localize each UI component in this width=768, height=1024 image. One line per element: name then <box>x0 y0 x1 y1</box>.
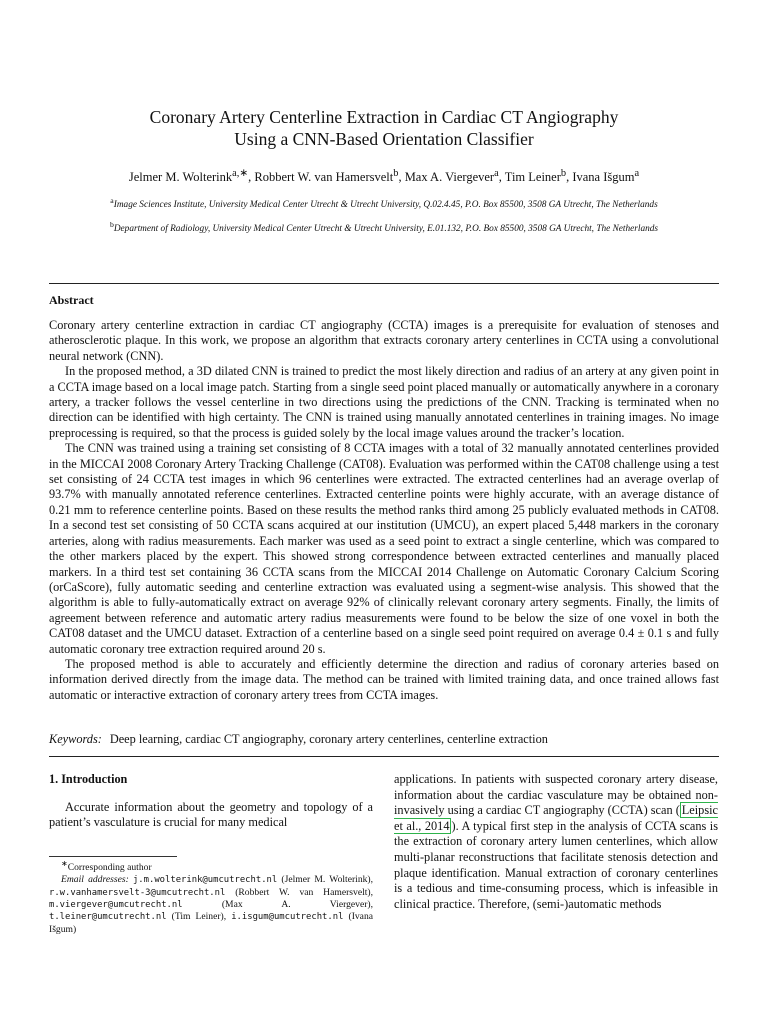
abstract-paragraph: The CNN was trained using a training set consisting of 8 CCTA images with a total of 32 manually annotated centerlines provided in the MICCAI 2008 Coronary Artery Tracking Challenge (CAT08). Evaluation was performed within the CAT08 challenge using a test set consisting of 24 CCTA test images in which 96 centerlines were extracted. The extracted centerlines had an average overlap of 93.7% with manually annotated reference centerlines. Extracted centerline points were highly accurate, with an average distance of 0.21 mm to reference centerline points. Based on these results the method ranks third among 25 publicly evaluated methods in CAT08. In a second test set consisting of 50 CCTA scans acquired at our institution (UMCU), an expert placed 5,448 markers in the coronary arteries, along with radius measurements. Each marker was used as a seed point to extract a single centerline, which was compared to the other markers placed by the expert. This showed strong correspondence between extracted centerlines and manually placed markers. In a third test set containing 36 CCTA scans from the MICCAI 2014 Challenge on Automatic Coronary Calcium Scoring (orCaScore), fully automatic seeding and centerline extraction was evaluated using a segment-wise analysis. This showed that the algorithm is able to fully-automatically extract on average 92% of clinically relevant coronary artery segments. Finally, the limits of agreement between reference and automatic artery radius measurements were found to be below the size of one voxel in both the CAT08 dataset and the UMCU dataset. Extraction of a centerline based on a single seed point required on average 0.4 ± 0.1 s and fully automatic coronary tree extraction required around 20 s. <box>49 441 719 656</box>
keywords-text: Deep learning, cardiac CT angiography, coronary artery centerlines, centerline extraction <box>109 732 548 746</box>
paper-title <box>60 106 708 150</box>
abstract-paragraph: Coronary artery centerline extraction in cardiac CT angiography (CCTA) images is a prerequisite for evaluation of stenoses and atherosclerotic plaque. In this work, we propose an algorithm that extracts coronary artery centerlines in CCTA using a convolutional neural network (CNN). <box>49 318 719 363</box>
footnote-corresponding: ∗Corresponding author <box>61 859 152 874</box>
footnote-emails: Email addresses: j.m.wolterink@umcutrecht.nl (Jelmer M. Wolterink), r.w.vanhamersvelt-3@umcutrecht.nl (Robbert W. van Hamersvelt), m.viergever@umcutrecht.nl (Max A. Viergever), t.leiner@umcutrecht.nl (Tim Leiner), i.isgum@umcutrecht.nl (Ivana Išgum) <box>49 874 374 935</box>
email-link[interactable]: r.w.vanhamersvelt-3@umcutrecht.nl <box>49 887 226 898</box>
author: Tim Leiner$^b$, <box>504 168 573 185</box>
author: Ivana Išgum$^a$ <box>572 168 640 185</box>
affiliation-a: $^a$Image Sciences Institute, University Medical Center Utrecht & Utrecht University, Q.02.4.45, P.O. Box 85500, 3508 GA Utrecht, The Netherlands <box>110 196 658 211</box>
author: Jelmer M. Wolterink$^{a,∗}$, <box>128 168 255 185</box>
email-link[interactable]: j.m.wolterink@umcutrecht.nl <box>132 875 278 886</box>
keywords-label: Keywords: <box>49 732 102 746</box>
author-list <box>40 167 728 185</box>
citation-link[interactable]: Leipsic et al., 2014 <box>394 803 718 833</box>
footnotes <box>49 858 373 936</box>
affiliation-b: $^b$Department of Radiology, University Medical Center Utrecht & Utrecht University, E.01.132, P.O. Box 85500, 3508 GA Utrecht, The Netherlands <box>109 220 659 235</box>
abstract-bottom-rule <box>49 756 719 757</box>
email-link[interactable]: i.isgum@umcutrecht.nl <box>231 912 344 923</box>
keywords <box>49 732 719 747</box>
abstract-body <box>49 318 719 703</box>
intro-paragraph: Accurate information about the geometry and topology of a patient’s vasculature is crucial for many medical <box>49 799 373 830</box>
abstract-top-rule <box>49 283 719 284</box>
abstract-paragraph: In the proposed method, a 3D dilated CNN is trained to predict the most likely direction and radius of an artery at any given point in a CCTA image based on a local image patch. Starting from a single seed point placed manually or automatically anywhere in a coronary artery, a tracker follows the vessel centerline in two directions using the predictions of the CNN. Tracking is terminated when no direction can be identified with high certainty. The CNN is trained using manually annotated centerlines in training images. No image preprocessing is required, so that the process is guided solely by the local image values around the tracker’s location. <box>49 364 719 440</box>
title-line-1: Coronary Artery Centerline Extraction in Cardiac CT Angiography <box>149 107 619 127</box>
email-link[interactable]: m.viergever@umcutrecht.nl <box>49 900 183 911</box>
title-line-2: Using a CNN-Based Orientation Classifier <box>234 129 534 149</box>
abstract-heading: Abstract <box>49 293 94 307</box>
section-title-introduction: 1. Introduction <box>49 772 128 786</box>
footnote-rule <box>49 856 177 857</box>
intro-paragraph-continued: applications. In patients with suspected coronary artery disease, information about the cardiac vasculature may be obtained non-invasively using a cardiac CT angiography (CCTA) scan ( Leipsic et al., 2014 ). A typical first step in the analysis of CCTA scans is the extraction of coronary artery lumen centerlines, which allow multi-planar reconstructions that facilitate stenosis detection and plaque identification. Manual extraction of coronary centerlines is a tedious and time-consuming process, which is infeasible in clinical practice. Therefore, (semi-)automatic methods <box>394 772 718 911</box>
left-column <box>49 772 373 831</box>
right-column <box>394 772 718 912</box>
author: Robbert W. van Hamersvelt$^b$, <box>254 168 405 185</box>
author: Max A. Viergever$^a$, <box>404 168 505 185</box>
abstract-paragraph: The proposed method is able to accurately and efficiently determine the direction and radius of coronary arteries based on information derived directly from the image data. The method can be trained with limited training data, and once trained allows fast automatic or interactive extraction of coronary artery trees from CCTA images. <box>49 656 719 702</box>
email-link[interactable]: t.leiner@umcutrecht.nl <box>49 912 167 923</box>
